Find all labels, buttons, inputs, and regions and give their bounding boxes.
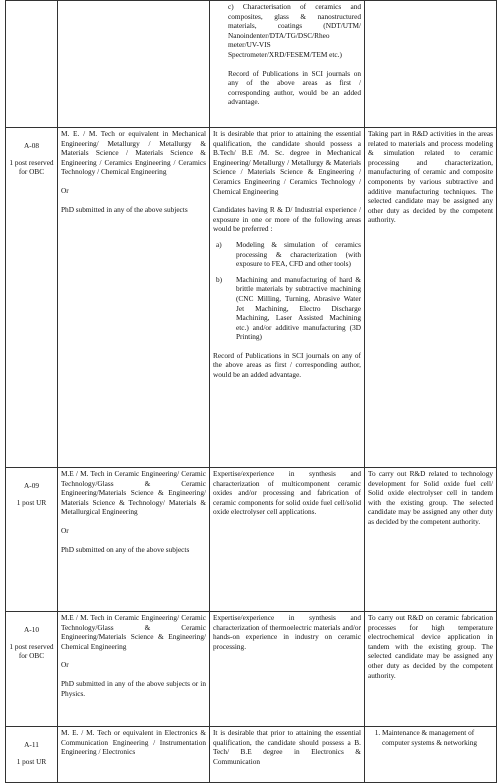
essential-qualification: M. E. / M. Tech or equivalent in Electronics & Communication Engineering / Instrumentation Engineering / Electronics <box>61 728 206 757</box>
duties-cell <box>365 1 497 128</box>
desirable-qualification-cell <box>210 1 365 128</box>
duty-item: 1. Maintenance & management of computer systems & networking <box>382 728 493 747</box>
item-label: b) <box>216 274 223 284</box>
phd-qualification: PhD submitted in any of the above subjects or in Physics. <box>61 678 206 698</box>
post-code: A-08 <box>24 141 39 150</box>
post-reservation: 1 post reserved for OBC <box>9 641 54 661</box>
post-code-cell <box>6 1 58 128</box>
essential-qualification: M. E. / M. Tech or equivalent in Mechanical Engineering/ Metallurgy / Metallurgy & Materials Science / Materials Science & Engineering / Ceramics Engineering / Ceramics Technology / Chemical Engineering <box>61 129 206 177</box>
phd-qualification: PhD submitted on any of the above subjects <box>61 544 190 554</box>
desirable-qualification-cell <box>210 727 365 783</box>
post-reservation: 1 post UR <box>16 497 47 507</box>
or-text: Or <box>61 660 69 670</box>
table-row-a08 <box>6 128 497 468</box>
publication-note: Record of Publications in SCI journals on any of the above areas as first / corresponding author, would be an added advantage. <box>228 68 361 107</box>
essential-qualification-cell <box>58 727 210 783</box>
duties-text: Taking part in R&D activities in the areas related to materials and process modeling & simulation related to ceramic processing and characterization, manufacturing of ceramic and composite components by various subtractive and additive manufacturing techniques. The selected candidate may be assigned any other duty as decided by the competent authority. <box>368 129 493 225</box>
desirable-item-a <box>216 240 361 269</box>
desirable-text: Expertise/experience in synthesis and characterization of multicomponent ceramic oxides and/or processing and fabrication of ceramic components for solid oxide fuel cell/solid oxide electrolyser cell applications. <box>213 469 361 517</box>
item-text: Modeling & simulation of ceramics processing & characterization (with exposure to FEA, CFD and other tools) <box>236 239 361 269</box>
post-code: A-11 <box>24 740 39 749</box>
or-text: Or <box>61 525 69 535</box>
post-code-cell <box>6 727 58 783</box>
duties-list <box>368 728 493 747</box>
or-text: Or <box>61 185 69 195</box>
table-row-a09 <box>6 468 497 612</box>
essential-qualification-cell <box>58 612 210 727</box>
duties-text: To carry out R&D on ceramic fabrication processes for high temperature electrochemical device application in tandem with the existing group. The selected candidate may be assigned any other duty as decided by the competent authority. <box>368 613 493 680</box>
essential-qualification-cell <box>58 468 210 612</box>
duties-cell <box>365 612 497 727</box>
duties-cell <box>365 727 497 783</box>
table-row-a11 <box>6 727 497 783</box>
post-code-cell <box>6 128 58 468</box>
desirable-item-b <box>216 275 361 342</box>
table-row-a10 <box>6 612 497 727</box>
desirable-qualification-cell <box>210 128 365 468</box>
desirable-qualification-cell <box>210 612 365 727</box>
recruitment-table <box>5 0 497 783</box>
essential-qualification: M.E / M. Tech in Ceramic Engineering/ Ceramic Technology/Glass & Ceramic Engineering/Materials Science & Engineering/ Chemical Engineering <box>61 613 206 651</box>
duties-cell <box>365 128 497 468</box>
desirable-qualification-cell <box>210 468 365 612</box>
post-code: A-10 <box>24 625 39 634</box>
desirable-intro: It is desirable that prior to attaining the essential qualification, the candidate should possess a B.Tech/ B.E /M. Sc. degree in Mechanical Engineering/ Metallurgy / Metallurgy & Materials Science / Materials Science & Engineering / Ceramics Engineering / Ceramics Technology / Chemical Engineering <box>213 129 361 196</box>
duties-cell <box>365 468 497 612</box>
publication-note: Record of Publications in SCI journals on any of the above areas as first / corresponding author, would be an added advantage. <box>213 350 361 380</box>
post-code-cell <box>6 612 58 727</box>
desirable-text: It is desirable that prior to attaining the essential qualification, the candidate should possess a B. Tech/ B.E degree in Electronics & Communication <box>213 728 361 766</box>
desirable-areas: Candidates having R & D/ Industrial experience / exposure in one or more of the following areas would be preferred : <box>213 205 361 234</box>
post-code: A-09 <box>24 481 39 490</box>
post-reservation: 1 post reserved for OBC <box>9 157 54 177</box>
duties-text: To carry out R&D related to technology development for Solid oxide fuel cell/ Solid oxide electrolyser cell in tandem with the existing group. The selected candidate may be assigned any other duty as decided by the competent authority. <box>368 469 493 526</box>
desirable-item-c: c) Characterisation of ceramics and composites, glass & nanostructured materials, coatings (NDT/UTM/ Nanoindenter/DTA/TG/DSC/Rheo meter/UV-VIS Spectrometer/XRD/FESEM/TEM etc.) <box>228 2 361 59</box>
table-row-continued <box>6 1 497 128</box>
post-code-cell <box>6 468 58 612</box>
item-text: Machining and manufacturing of hard & brittle materials by subtractive machining (CNC Milling, Turning, Abrasive Water Jet Machining, Electro Discharge Machining, Laser Assisted Machining etc.) and/or additive manufacturing (3D Printing) <box>236 274 361 342</box>
phd-qualification: PhD submitted in any of the above subjects <box>61 204 188 214</box>
item-label: a) <box>216 239 222 249</box>
desirable-text: Expertise/experience in synthesis and characterization of thermoelectric materials and/or hands-on experience in industry on ceramic processing. <box>213 613 361 651</box>
essential-qualification-cell <box>58 128 210 468</box>
post-reservation: 1 post UR <box>16 756 47 766</box>
essential-qualification-cell <box>58 1 210 128</box>
essential-qualification: M.E / M. Tech in Ceramic Engineering/ Ceramic Technology/Glass & Ceramic Engineering/Materials Science & Engineering/ Materials Science & Technology/ Materials & Metallurgical Engineering <box>61 469 206 517</box>
